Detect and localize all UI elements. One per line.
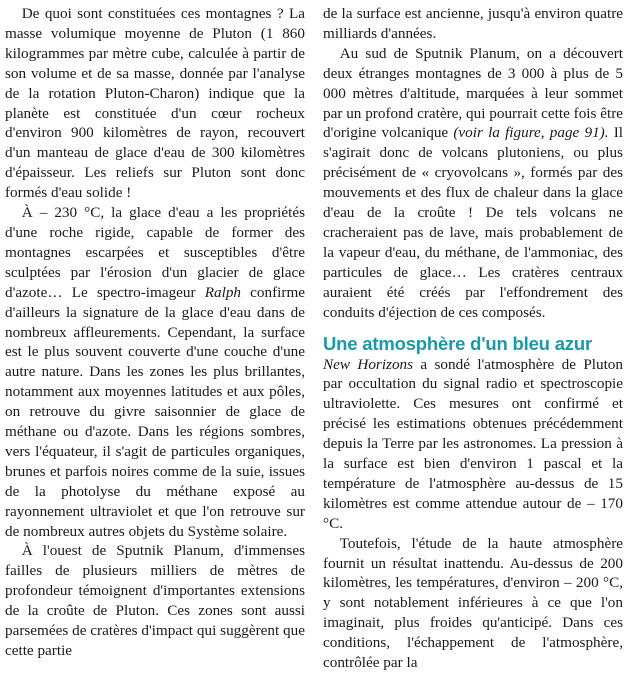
left-paragraph-3-text: À l'ouest de Sputnik Planum, d'immenses failles de plusieurs milliers de mètres de profondeur témoignent d'importantes extensions de la croûte de Pluton. Ces zones sont aussi parsemées de cratères d'impact qui suggèrent que cette partie bbox=[5, 542, 305, 659]
right-paragraph-1 bbox=[323, 4, 623, 44]
right-column bbox=[323, 4, 623, 673]
left-paragraph-1-text: De quoi sont constituées ces montagnes ? La masse volumique moyenne de Pluton (1 860 kilogrammes par mètre cube, calculée à partir de son volume et de sa masse, donnée par l'analyse de la rotation Pluton-Charon) indique que la planète est constituée d'un cœur rocheux d'environ 900 kilomètres de rayon, recouvert d'un manteau de glace d'eau de 300 kilomètres d'épaisseur. Les reliefs sur Pluton sont donc formés d'eau solide ! bbox=[5, 5, 305, 202]
section-heading: Une atmosphère d'un bleu azur bbox=[323, 332, 592, 354]
left-column bbox=[5, 4, 305, 661]
left-paragraph-2-text-a: À – 230 °C, la glace d'eau a les propriétés d'une roche rigide, capable de former des montagnes escarpées et susceptibles d'être sculptées par l'érosion d'un glacier de glace d'azote… Le spectro-imageur bbox=[5, 204, 305, 301]
right-paragraph-2-text-a: Au sud de Sputnik Planum, on a découvert deux étranges montagnes de 3 000 à plus de 5 000 mètres d'altitude, marquées à leur sommet par un profond cratère, qui pourrait cette fois être d'origine volcanique bbox=[323, 44, 623, 142]
right-paragraph-4 bbox=[323, 534, 623, 673]
right-paragraph-2-text-b: Il s'agirait donc de volcans plutoniens, ou plus précisément de « cryovolcans », formés par des mouvements et des flux de chaleur dans la glace d'eau de la croûte ! De tels volcans ne cracheraient pas de lave, mais probablement de la vapeur d'eau, du méthane, de l'ammoniac, des particules de glace… Les cratères centraux auraient été créés par l'effondrement des conduits d'éjection de ces composés. bbox=[323, 124, 623, 321]
left-paragraph-2-text-b: confirme d'ailleurs la signature de la glace d'eau dans de nombreux affleurements. Cependant, la surface est le plus souvent couverte d'une couche d'une autre nature. Dans les zones les plus brillantes, notamment aux moyennes latitudes et aux pôles, on retrouve du givre saisonnier de glace de méthane ou d'azote. Dans les régions sombres, vers l'équateur, il s'agit de particules organiques, brunes et parfois noires comme de la suie, issues de la photolyse du méthane exposé au rayonnement ultraviolet et que l'on retrouve sur de nombreux autres objets du Système solaire. bbox=[5, 283, 305, 540]
probe-name-new-horizons: New Horizons bbox=[323, 355, 414, 373]
right-paragraph-3-text: a sondé l'atmosphère de Pluton par occultation du signal radio et spectroscopie ultraviolette. Ces mesures ont confirmé et précisé les estimations obtenues précédemment depuis la Terre par les astronomes. La pression à la surface est bien d'environ 1 pascal et la température de l'atmosphère au-dessus de 15 kilomètres est comme attendue autour de – 170 °C. bbox=[323, 355, 623, 532]
right-paragraph-1-text: de la surface est ancienne, jusqu'à environ quatre milliards d'années. bbox=[323, 5, 623, 42]
left-paragraph-3 bbox=[5, 541, 305, 660]
left-paragraph-1 bbox=[5, 4, 305, 203]
right-paragraph-4-text: Toutefois, l'étude de la haute atmosphère fournit un résultat inattendu. Au-dessus de 200 kilomètres, les températures, d'environ – 200 °C, y sont notablement inférieures à ce que l'on imaginait, plus froides qu'anticipé. Dans ces conditions, l'échappement de l'atmosphère, contrôlée par la bbox=[323, 534, 623, 672]
instrument-name-ralph: Ralph bbox=[204, 283, 242, 301]
right-paragraph-2 bbox=[323, 44, 623, 323]
right-paragraph-3 bbox=[323, 355, 623, 534]
figure-reference: (voir la figure, page 91). bbox=[453, 124, 609, 142]
left-paragraph-2 bbox=[5, 203, 305, 541]
